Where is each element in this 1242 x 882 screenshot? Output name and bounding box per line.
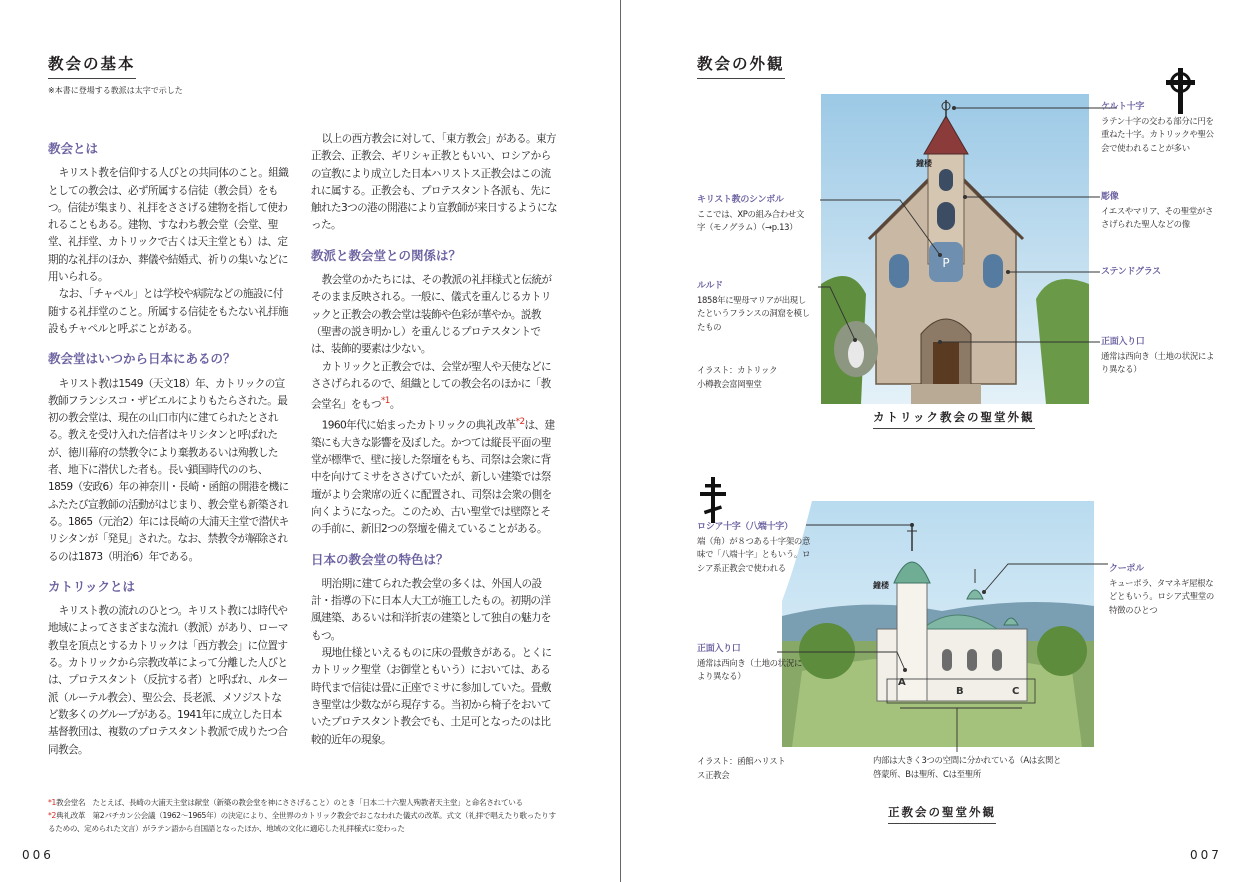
- callout-russian-cross: [697, 521, 812, 575]
- heading-catholic: カトリックとは: [48, 578, 136, 594]
- illustration-credit-catholic: イラスト：カトリック小樽教会富岡聖堂: [697, 365, 778, 389]
- callout-heading: キリスト教のシンボル: [697, 195, 784, 205]
- footnote-mark: *2: [48, 811, 57, 820]
- callout-text: 1858年に聖母マリアが出現したというフランスの洞窟を模したもの: [697, 294, 810, 332]
- paragraph: 現地仕様といえるものに床の畳敷きがある。とくにカトリック聖堂（お御堂ともいう）においては、ある時代まで信徒は畳に正座でミサに参加していた。畳敷き聖堂は少数ながら現存する。当初から椅子をおいていたプロテスタント教会でも、土足可となったのは比較的近年の現象。: [311, 647, 552, 746]
- paragraph: キリスト教の流れのひとつ。キリスト教には時代や地域によってさまざまな流れ（教派）があり、ローマ教皇を頂点とするカトリックは「西方教会」に位置する。カトリックから宗教改革によって分離した人びとは、プロテスタント（反抗する者）と呼ばれ、ルター派（ルーテル教会）、聖公会、長老派、メソジストなど数多くのグループがある。1941年に成立した日本基督教団は、複数のプロテスタント教派で成りたつ合同教会。: [48, 605, 288, 756]
- text-run: 。: [389, 398, 400, 411]
- callout-heading: 正面入り口: [697, 644, 741, 654]
- zone-label-a: A: [898, 677, 906, 688]
- text-run: 1960年代に始まったカトリックの典礼改革: [321, 419, 516, 432]
- callout-heading: 正面入り口: [1101, 337, 1145, 347]
- text-run: は、建築にも大きな影響を及ぼした。かつては縦長平面の聖堂が標準で、壁に接した祭壇をもち、司祭は会衆に背中を向けてミサをささげていたが、新しい建築では祭壇がより会衆席の近くに配置され、司祭は会衆の側を向くようになった。このため、古い聖堂では壁際とその手前に、新旧2つの祭壇を備えていることがある。: [311, 419, 555, 536]
- caption-catholic: カトリック教会の聖堂外観: [873, 409, 1035, 429]
- page-title-right: 教会の外観: [697, 52, 785, 79]
- callout-text: 通常は西向き（土地の状況により異なる）: [1101, 350, 1215, 374]
- callout-text: キューポラ、タマネギ屋根などともいう。ロシア式聖堂の特徴のひとつ: [1109, 577, 1214, 615]
- belfry-label-orthodox: 鐘楼: [873, 581, 889, 590]
- callout-heading: ステンドグラス: [1101, 267, 1161, 277]
- paragraph: なお、「チャペル」とは学校や病院などの施設に付随する礼拝堂のこと。所属する信徒をもたない礼拝施設もチャペルと呼ぶことがある。: [48, 288, 288, 335]
- heading-since-when: 教会堂はいつから日本にあるの？: [48, 351, 236, 367]
- caption-orthodox: 正教会の聖堂外観: [888, 804, 996, 824]
- callout-heading: ロシア十字（八端十字）: [697, 522, 793, 532]
- footnote-mark: *1: [48, 798, 57, 807]
- callout-text: 通常は西向き（土地の状況により異なる）: [697, 657, 802, 681]
- text-run: カトリックと正教会では、会堂が聖人や天使などにささげられるので、組織としての教会名のほかに「教会堂名」をもつ: [311, 360, 552, 411]
- belfry-label-catholic: 鐘楼: [916, 159, 932, 168]
- heading-what-is-church: 教会とは: [48, 141, 99, 156]
- zone-label-c: C: [1012, 686, 1020, 697]
- illustration-credit-orthodox: イラスト：函館ハリストス正教会: [697, 756, 786, 780]
- paragraph: 以上の西方教会に対して、「東方教会」がある。東方正教会、正教会、ギリシャ正教ともいい、ロシアからの宣教により成立した日本ハリストス正教会はこの流れに属する。正教会も、プロテスタント各派も、先に触れた3つの港の開港により宣教師が来日するようになった。: [311, 133, 557, 232]
- page-title-left: 教会の基本: [48, 52, 136, 79]
- footnote-mark: *1: [380, 396, 390, 407]
- zone-label-b: B: [956, 686, 964, 697]
- bold-note: ※本書に登場する教派は太字で示した: [48, 86, 183, 95]
- heading-japan-features: 日本の教会堂の特色は？: [311, 551, 449, 567]
- footnote-mark: *2: [515, 416, 525, 427]
- page-number-left: 006: [22, 848, 54, 862]
- callout-text: 端（角）が８つある十字架の意味で「八端十字」ともいう。ロシア系正教会で使われる: [697, 535, 811, 573]
- footnote-text: 典礼改革 第2バチカン公会議（1962～1965年）の決定により、全世界のカトリック教会でおこなわれた儀式の改革。式文（礼拝で唱えたり歌ったりするための、定められた文言）がラテン語から自国語となったほか、地域の文化に適応した礼拝様式に変わった: [48, 811, 556, 833]
- callout-entrance-orthodox: [697, 643, 805, 684]
- svg-text:P: P: [942, 256, 950, 270]
- paragraph: 教会堂のかたちには、その教派の礼拝様式と伝統がそのまま反映される。一般に、儀式を重んじるカトリックと正教会の教会堂は装飾や色彩が華やか。説教（聖書の説き明かし）を重んじるプロテスタントでは、装飾的要素は少ない。: [311, 274, 552, 356]
- callout-heading: クーポル: [1109, 564, 1144, 574]
- callout-heading: 彫像: [1101, 192, 1119, 202]
- paragraph: キリスト教は1549（天文18）年、カトリックの宣教師フランシスコ・ザビエルによりもたらされた。最初の教会堂は、現在の山口市内に建てられたとされる。教えを受け入れた信者はキリシタンと呼ばれたが、徳川幕府の禁教令により棄教あるいは殉教した者、地下に潜伏した者も。長い鎖国時代ののち、1859（安政6）年の神奈川・長崎・函館の開港を機にふたたび宣教師の活動がはじまり、教会堂も新築される。1865（元治2）年には長崎の大浦天主堂で潜伏キリシタンが「発見」された。なお、禁教令が解除されるのは1873（明治6）年である。: [48, 377, 289, 563]
- footnote-text: 教会堂名 たとえば、長崎の大浦天主堂は献堂（新築の教会堂を神にささげること）のとき「日本二十六聖人殉教者天主堂」と命名されている: [56, 798, 523, 807]
- paragraph: キリスト教を信仰する人びとの共同体のこと。組織としての教会は、必ず所属する信徒（教会員）をもつ。信徒が集まり、礼拝をささげる建物を指して使われることもある。建物、すなわち教会堂（会堂、聖堂、礼拝堂、カトリックで古くは天主堂とも）は、定期的な礼拝のほか、葬儀や結婚式、祈りの集いなどに用いられる。: [48, 167, 289, 284]
- callout-text: ラテン十字の交わる部分に円を重ねた十字。カトリックや聖公会で使われることが多い: [1101, 115, 1214, 153]
- callout-interior: 内部は大きく3つの空間に分かれている（Aは玄関と啓蒙所、Bは聖所、Cは至聖所: [873, 755, 1062, 779]
- callout-heading: ルルド: [697, 281, 723, 291]
- paragraph: 明治期に建てられた教会堂の多くは、外国人の設計・指導の下に日本人大工が施工したもの。初期の洋風建築、あるいは和洋折衷の建築として独自の魅力をもつ。: [311, 577, 551, 642]
- callout-cupola: [1109, 563, 1221, 617]
- page-number-right: 007: [1190, 848, 1222, 862]
- heading-denomination: 教派と教会堂との関係は？: [311, 247, 462, 263]
- callout-text: イエスやマリア、その聖堂がささげられた聖人などの像: [1101, 205, 1214, 229]
- callout-heading: ケルト十字: [1101, 102, 1145, 112]
- callout-text: ここでは、XPの組み合わせ文字（モノグラム）（→p.13）: [697, 208, 805, 232]
